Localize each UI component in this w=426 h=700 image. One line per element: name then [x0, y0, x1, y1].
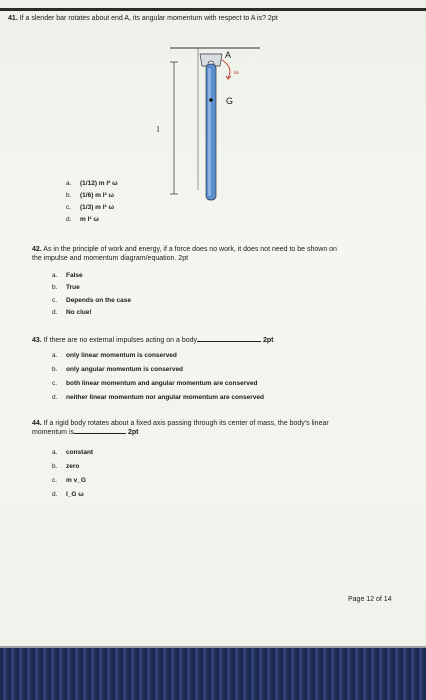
option-letter: c. — [52, 477, 58, 484]
question-42-prompt — [32, 245, 412, 264]
option-letter: a. — [52, 352, 58, 359]
omega-label: ω — [234, 68, 239, 76]
option-text: m v_G — [66, 477, 86, 484]
option-letter: c. — [66, 204, 72, 211]
question-43-option-c[interactable] — [52, 380, 257, 387]
option-text: False — [66, 272, 83, 279]
question-44-points: 2pt — [127, 429, 139, 437]
question-44-option-c[interactable] — [52, 477, 86, 484]
option-text: only linear momentum is conserved — [66, 352, 177, 359]
question-41-option-b[interactable] — [66, 192, 114, 199]
option-letter: b. — [52, 463, 58, 470]
question-42-option-b[interactable] — [52, 284, 80, 291]
question-42-text-line2: the impulse and momentum diagram/equation. 2pt — [32, 255, 189, 263]
option-letter: b. — [52, 284, 58, 291]
option-text: zero — [66, 463, 80, 470]
question-43-option-a[interactable] — [52, 352, 177, 359]
answer-blank — [74, 433, 126, 434]
question-44-option-a[interactable] — [52, 449, 93, 456]
slender-bar-diagram — [157, 44, 270, 204]
question-42-option-c[interactable] — [52, 297, 131, 304]
g-label: G — [226, 96, 234, 106]
binder-cover — [0, 648, 426, 700]
option-text: neither linear momentum nor angular momentum are conserved — [66, 394, 264, 401]
option-letter: d. — [52, 394, 58, 401]
option-text: Depends on the case — [66, 297, 132, 304]
option-text: I_G ω — [66, 491, 84, 498]
option-text: constant — [66, 449, 94, 456]
option-letter: d. — [52, 491, 58, 498]
option-text: No clue! — [66, 309, 92, 316]
question-42-number: 42. — [32, 246, 42, 253]
option-text: m l² ω — [80, 216, 99, 223]
pivot-label-a: A — [225, 50, 232, 60]
question-42-option-a[interactable] — [52, 272, 83, 279]
question-44-option-d[interactable] — [52, 491, 84, 498]
center-of-mass-dot — [209, 98, 213, 102]
option-letter: c. — [52, 297, 58, 304]
question-44-text-line1: If a rigid body rotates about a fixed axis passing through its center of mass, the body's linear — [43, 420, 329, 427]
question-44-prompt — [32, 419, 412, 438]
question-41-option-c[interactable] — [66, 204, 114, 211]
option-letter: d. — [66, 216, 72, 223]
option-letter: b. — [52, 366, 58, 373]
option-letter: b. — [66, 192, 72, 199]
question-42-text-line1: As in the principle of work and energy, if a force does no work, it does not need to be shown on — [43, 246, 337, 253]
option-letter: a. — [66, 180, 72, 187]
omega-arc — [222, 60, 230, 78]
question-42-option-d[interactable] — [52, 309, 92, 316]
question-43-option-d[interactable] — [52, 394, 264, 401]
option-letter: c. — [52, 380, 58, 387]
option-text: both linear momentum and angular momentum are conserved — [66, 380, 258, 387]
option-text: True — [66, 284, 80, 291]
answer-blank — [197, 341, 261, 342]
option-letter: a. — [52, 272, 58, 279]
length-label: l — [157, 125, 160, 134]
question-41-option-d[interactable] — [66, 216, 99, 223]
option-text: only angular momentum is conserved — [66, 366, 184, 373]
question-43-text: If there are no external impulses acting on a body — [43, 337, 198, 344]
page-top-rule — [0, 8, 426, 11]
question-44-number: 44. — [32, 420, 42, 427]
question-43-prompt — [32, 336, 412, 345]
question-41-text: If a slender bar rotates about end A, its angular momentum with respect to A is? 2pt — [19, 15, 278, 22]
question-43-points: 2pt — [262, 337, 274, 344]
option-letter: d. — [52, 309, 58, 316]
page-number: Page 12 of 14 — [348, 596, 392, 603]
question-41-prompt — [8, 14, 418, 23]
question-44-text-line2: momentum is — [32, 429, 75, 437]
question-43-number: 43. — [32, 337, 42, 344]
question-43-option-b[interactable] — [52, 366, 183, 373]
question-41-option-a[interactable] — [66, 180, 118, 187]
question-44-option-b[interactable] — [52, 463, 79, 470]
option-text: (1/12) m l² ω — [80, 180, 118, 187]
option-letter: a. — [52, 449, 58, 456]
option-text: (1/6) m l² ω — [80, 192, 115, 199]
option-text: (1/3) m l² ω — [80, 204, 115, 211]
question-41-number: 41. — [8, 15, 18, 22]
